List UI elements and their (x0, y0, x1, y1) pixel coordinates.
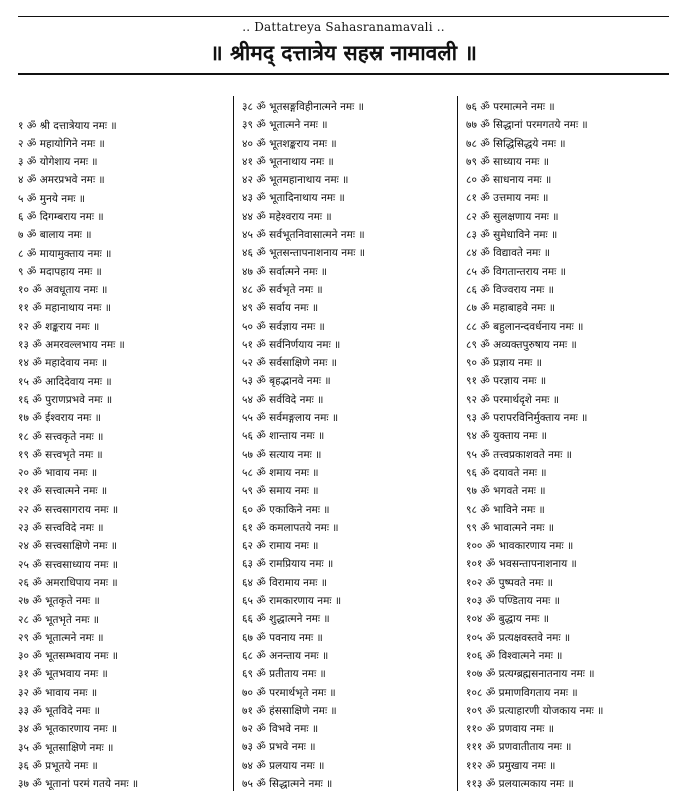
name-entry: १४ ॐ महादेवाय नमः ॥ (18, 357, 108, 370)
name-entry: ३२ ॐ भावाय नमः ॥ (18, 686, 98, 699)
name-entry: ७८ ॐ सिद्धिसिद्धये नमः ॥ (466, 137, 566, 150)
name-entry: ८९ ॐ अव्यक्तपुरुषाय नमः ॥ (466, 338, 577, 351)
page-subtitle: .. Dattatreya Sahasranamavali .. (242, 20, 445, 34)
name-entry: ६० ॐ एकाकिने नमः ॥ (242, 503, 330, 516)
name-entry: ३५ ॐ भूतसाक्षिणे नमः ॥ (18, 741, 114, 754)
name-entry: ७७ ॐ सिद्धानां परमगतये नमः ॥ (466, 119, 588, 132)
name-entry: ७९ ॐ साध्याय नमः ॥ (466, 155, 550, 168)
name-entry: ९३ ॐ परापरविनिर्मुक्ताय नमः ॥ (466, 412, 588, 425)
name-entry: ४२ ॐ भूतमहानाथाय नमः ॥ (242, 174, 349, 187)
name-entry: १ ॐ श्री दत्तात्रेयाय नमः ॥ (18, 119, 117, 132)
name-entry: ८१ ॐ उत्तमाय नमः ॥ (466, 192, 549, 205)
name-entry: १०३ ॐ पण्डिताय नमः ॥ (466, 595, 560, 608)
name-list-column-1 (18, 117, 230, 794)
name-entry: ९८ ॐ भाविने नमः ॥ (466, 503, 545, 516)
name-entry: ८४ ॐ विद्यावते नमः ॥ (466, 247, 551, 260)
name-entry: ८८ ॐ बहुलानन्दवर्धनाय नमः ॥ (466, 320, 584, 333)
name-entry: ३ ॐ योगेशाय नमः ॥ (18, 156, 98, 169)
name-entry: ७ ॐ बालाय नमः ॥ (18, 229, 92, 242)
name-entry: ५६ ॐ शान्ताय नमः ॥ (242, 430, 325, 443)
header-bottom-rule (18, 73, 669, 75)
name-entry: ९५ ॐ तत्त्वप्रकाशवते नमः ॥ (466, 448, 572, 461)
name-entry: ९६ ॐ दयावते नमः ॥ (466, 466, 547, 479)
name-entry: १२ ॐ शङ्कराय नमः ॥ (18, 320, 100, 333)
name-entry: ४५ ॐ सर्वभूतनिवासात्मने नमः ॥ (242, 229, 365, 242)
name-entry: ४ ॐ अमरप्रभवे नमः ॥ (18, 174, 105, 187)
name-entry: ५९ ॐ समाय नमः ॥ (242, 485, 319, 498)
name-entry: ४३ ॐ भूतादिनाथाय नमः ॥ (242, 192, 345, 205)
name-entry: ११० ॐ प्रणवाय नमः ॥ (466, 723, 555, 736)
name-entry: १९ ॐ सत्त्वभृते नमः ॥ (18, 448, 103, 461)
name-entry: ३९ ॐ भूतात्मने नमः ॥ (242, 119, 328, 132)
column-divider (233, 96, 234, 791)
name-entry: २१ ॐ सत्त्वात्मने नमः ॥ (18, 485, 108, 498)
name-entry: ९४ ॐ युक्ताय नमः ॥ (466, 430, 547, 443)
name-entry: ८० ॐ साधनाय नमः ॥ (466, 174, 552, 187)
name-entry: ९२ ॐ परमार्थदृशे नमः ॥ (466, 393, 560, 406)
name-entry: ५२ ॐ सर्वसाक्षिणे नमः ॥ (242, 357, 337, 370)
name-entry: ११२ ॐ प्रमुखाय नमः ॥ (466, 759, 556, 772)
name-entry: २४ ॐ सत्त्वसाक्षिणे नमः ॥ (18, 540, 118, 553)
name-entry: १०० ॐ भावकारणाय नमः ॥ (466, 540, 574, 553)
name-entry: ५३ ॐ बृहद्भानवे नमः ॥ (242, 375, 331, 388)
name-entry: ४६ ॐ भूतसन्तापनाशनाय नमः ॥ (242, 247, 366, 260)
name-entry: १७ ॐ ईश्वराय नमः ॥ (18, 412, 101, 425)
name-entry: २५ ॐ सत्त्वसाध्याय नमः ॥ (18, 558, 119, 571)
name-entry: १०२ ॐ पुष्पवते नमः ॥ (466, 576, 553, 589)
name-entry: ४० ॐ भूतशङ्कराय नमः ॥ (242, 137, 337, 150)
name-entry: २ ॐ महायोगिने नमः ॥ (18, 137, 105, 150)
name-entry: ५८ ॐ शमाय नमः ॥ (242, 466, 319, 479)
name-entry: ९९ ॐ भावात्मने नमः ॥ (466, 521, 555, 534)
name-entry: ५७ ॐ सत्याय नमः ॥ (242, 448, 322, 461)
name-entry: ७० ॐ परमार्थभृते नमः ॥ (242, 686, 336, 699)
name-entry: ६३ ॐ रामप्रियाय नमः ॥ (242, 558, 334, 571)
name-entry: २८ ॐ भूतभृते नमः ॥ (18, 613, 100, 626)
name-entry: ७५ ॐ सिद्धात्मने नमः ॥ (242, 777, 333, 790)
name-entry: ९७ ॐ भगवते नमः ॥ (466, 485, 546, 498)
name-entry: ७३ ॐ प्रभवे नमः ॥ (242, 741, 316, 754)
column-divider (457, 96, 458, 791)
name-entry: ४९ ॐ सर्वाय नमः ॥ (242, 302, 319, 315)
name-entry: १०६ ॐ विश्वात्मने नमः ॥ (466, 649, 563, 662)
header-top-rule (18, 16, 669, 17)
name-entry: ९ ॐ मदापहाय नमः ॥ (18, 265, 102, 278)
name-entry: ७६ ॐ परमात्मने नमः ॥ (466, 101, 555, 113)
name-entry: ५ ॐ मुनये नमः ॥ (18, 192, 86, 205)
name-entry: ६७ ॐ पवनाय नमः ॥ (242, 631, 323, 644)
name-entry: ५१ ॐ सर्वनिर्णयाय नमः ॥ (242, 338, 341, 351)
name-entry: २७ ॐ भूतकृते नमः ॥ (18, 595, 100, 608)
name-entry: १८ ॐ सत्त्वकृते नमः ॥ (18, 430, 104, 443)
name-entry: ११३ ॐ प्रलयात्मकाय नमः ॥ (466, 777, 574, 790)
name-entry: ३० ॐ भूतसम्भवाय नमः ॥ (18, 650, 119, 663)
name-entry: ३४ ॐ भूतकारणाय नमः ॥ (18, 723, 118, 736)
name-entry: १०१ ॐ भवसन्तापनाशनाय ॥ (466, 558, 577, 571)
name-entry: १०९ ॐ प्रत्याहारणी योजकाय नमः ॥ (466, 704, 604, 717)
name-entry: ७१ ॐ हंससाक्षिणे नमः ॥ (242, 704, 337, 717)
name-entry: ४१ ॐ भूतनाथाय नमः ॥ (242, 155, 334, 168)
name-entry: ८६ ॐ विज्वराय नमः ॥ (466, 283, 554, 296)
name-entry: १०४ ॐ बुद्धाय नमः ॥ (466, 613, 550, 626)
name-entry: ५४ ॐ सर्वविदे नमः ॥ (242, 393, 324, 406)
name-entry: ६४ ॐ विरामाय नमः ॥ (242, 576, 328, 589)
name-entry: १० ॐ अवधूताय नमः ॥ (18, 284, 108, 297)
name-entry: ९० ॐ प्रज्ञाय नमः ॥ (466, 357, 542, 370)
name-entry: ११ ॐ महानाथाय नमः ॥ (18, 302, 112, 315)
name-entry: ९१ ॐ परज्ञाय नमः ॥ (466, 375, 547, 388)
name-entry: ५५ ॐ सर्वमङ्गलाय नमः ॥ (242, 412, 339, 425)
name-entry: २२ ॐ सत्त्वसागराय नमः ॥ (18, 503, 119, 516)
name-entry: ५० ॐ सर्वज्ञाय नमः ॥ (242, 320, 325, 333)
name-entry: ६५ ॐ रामकारणाय नमः ॥ (242, 595, 342, 608)
name-entry: १६ ॐ पुराणप्रभवे नमः ॥ (18, 393, 113, 406)
name-entry: १०७ ॐ प्रत्यग्ब्रह्मसनातनाय नमः ॥ (466, 668, 595, 681)
name-entry: ६६ ॐ शुद्धात्मने नमः ॥ (242, 613, 330, 626)
name-entry: २९ ॐ भूतात्मने नमः ॥ (18, 631, 104, 644)
name-entry: ३१ ॐ भूतभवाय नमः ॥ (18, 668, 108, 681)
name-entry: ८५ ॐ विगतान्तराय नमः ॥ (466, 265, 566, 278)
name-entry: ७२ ॐ विभवे नमः ॥ (242, 723, 319, 736)
name-entry: ६९ ॐ प्रतीताय नमः ॥ (242, 668, 326, 681)
name-entry: १०८ ॐ प्रमाणविगताय नमः ॥ (466, 686, 578, 699)
name-entry: २० ॐ भावाय नमः ॥ (18, 467, 98, 480)
name-entry: ७४ ॐ प्रलयाय नमः ॥ (242, 759, 325, 772)
name-entry: ६२ ॐ रामाय नमः ॥ (242, 540, 319, 553)
name-list-column-3 (466, 98, 678, 793)
name-entry: ३६ ॐ प्रभूतये नमः ॥ (18, 759, 98, 772)
name-entry: १५ ॐ आदिदेवाय नमः ॥ (18, 375, 112, 388)
name-entry: ४४ ॐ महेश्वराय नमः ॥ (242, 210, 332, 223)
name-entry: ८२ ॐ सुलक्षणाय नमः ॥ (466, 210, 559, 223)
name-entry: ८ ॐ मायामुक्ताय नमः ॥ (18, 247, 112, 260)
name-entry: ४८ ॐ सर्वभृते नमः ॥ (242, 283, 323, 296)
name-entry: ८७ ॐ महाबाहवे नमः ॥ (466, 302, 556, 315)
name-entry: ३८ ॐ भूतसङ्गविहीनात्मने नमः ॥ (242, 101, 364, 113)
name-entry: १३ ॐ अमरवल्लभाय नमः ॥ (18, 339, 125, 352)
name-list-column-2 (242, 98, 454, 793)
name-entry: ८३ ॐ सुमेधाविने नमः ॥ (466, 229, 558, 242)
name-entry: ३३ ॐ भूतविदे नमः ॥ (18, 705, 100, 717)
name-entry: १११ ॐ प्रणवातीताय नमः ॥ (466, 741, 572, 754)
name-entry: ६१ ॐ कमलापतये नमः ॥ (242, 521, 339, 534)
name-entry: ६ ॐ दिगम्बराय नमः ॥ (18, 210, 104, 223)
name-entry: १०५ ॐ प्रत्यक्षवस्तवे नमः ॥ (466, 631, 571, 644)
page-title: ॥ श्रीमद् दत्तात्रेय सहस्र नामावली ॥ (210, 41, 477, 65)
name-entry: ६८ ॐ अनन्ताय नमः ॥ (242, 649, 329, 662)
name-entry: ३७ ॐ भूतानां परमं गतये नमः ॥ (18, 778, 139, 791)
name-entry: ४७ ॐ सर्वात्मने नमः ॥ (242, 265, 328, 278)
name-entry: २६ ॐ अमराधिपाय नमः ॥ (18, 576, 118, 589)
name-entry: २३ ॐ सत्त्वविदे नमः ॥ (18, 522, 104, 535)
